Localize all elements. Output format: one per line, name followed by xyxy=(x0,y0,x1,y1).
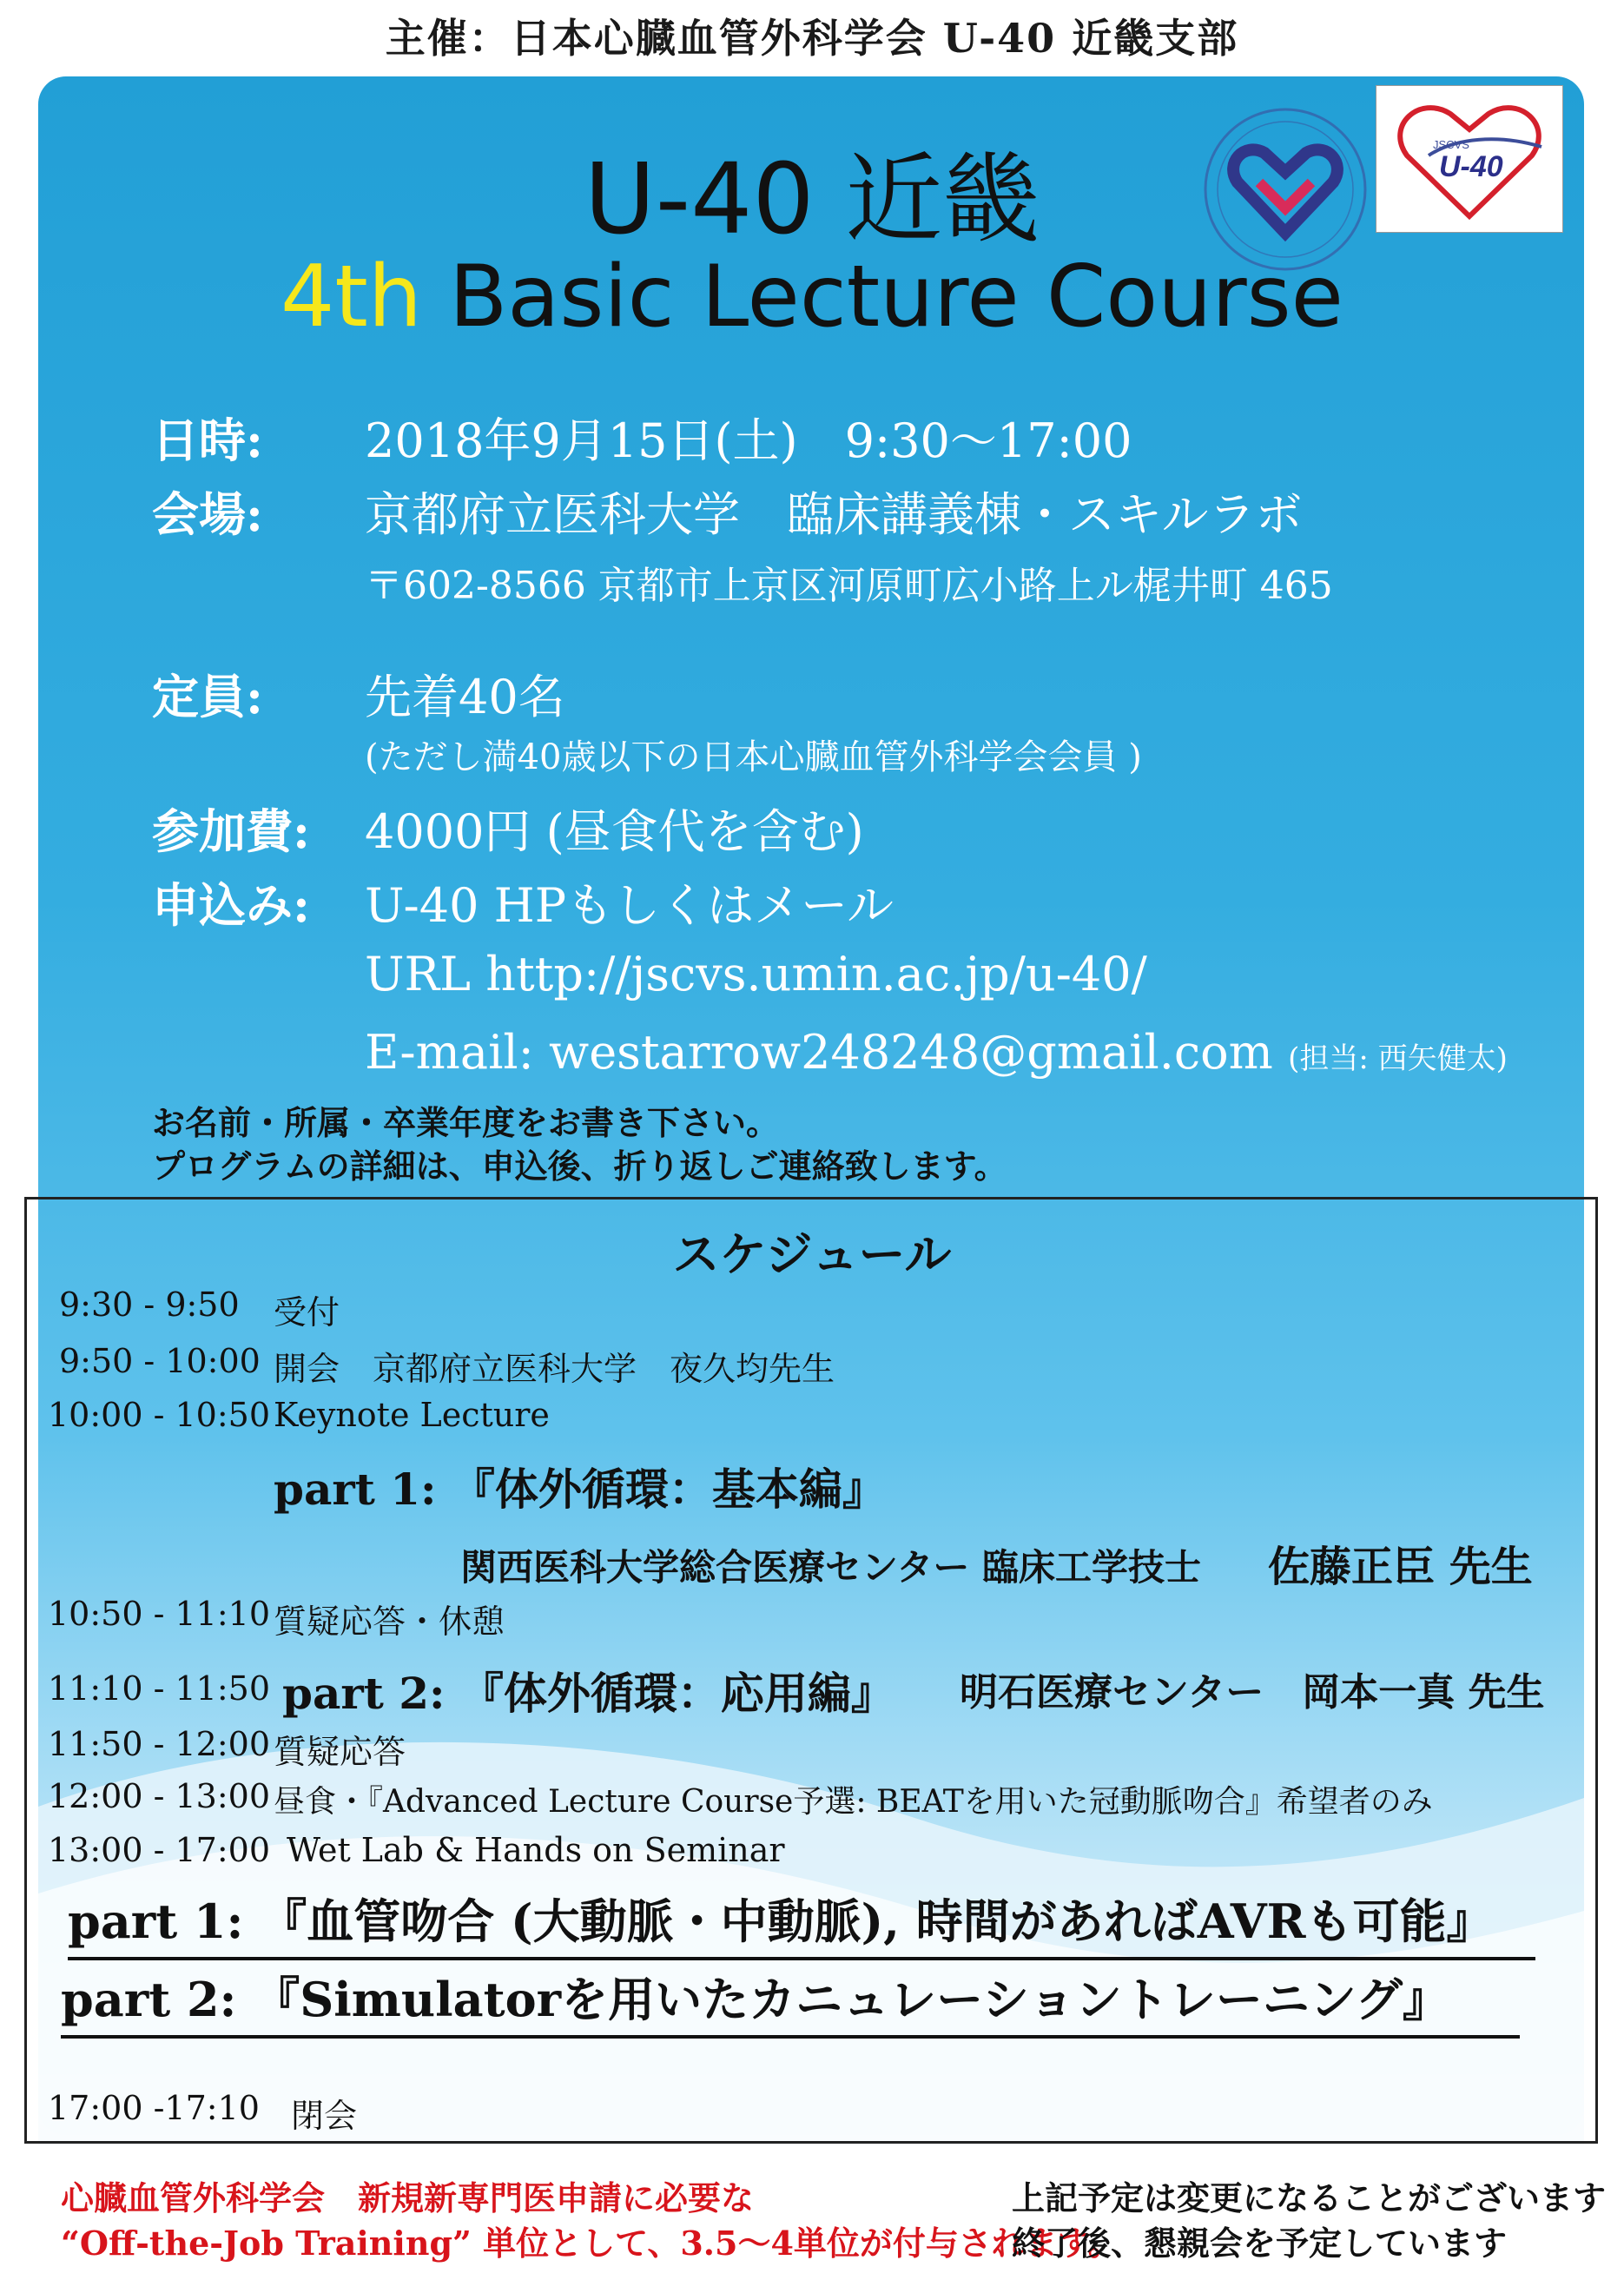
schedule-item-lunch: 昼食・『Advanced Lecture Course予選: BEATを用いた冠動脈吻合』希望者のみ xyxy=(274,1784,1433,1820)
course-name: Basic Lecture Course xyxy=(449,248,1343,347)
footer-notice-1: 上記予定は変更になることがございます xyxy=(1012,2178,1607,2217)
schedule-item: 質疑応答 xyxy=(274,1733,406,1771)
schedule-time: 17:00 -17:10 xyxy=(48,2089,260,2127)
lecturer-affiliation-1: 関西医科大学総合医療センター 臨床工学技士 xyxy=(460,1546,1201,1589)
venue-label: 会場: xyxy=(152,486,263,542)
application-note-1: お名前・所属・卒業年度をお書き下さい。 xyxy=(152,1103,780,1142)
schedule-time: 13:00 - 17:00 xyxy=(48,1831,271,1869)
schedule-item: 開会 京都府立医科大学 夜久均先生 xyxy=(274,1350,835,1388)
organizer-line: 主催：日本心臓血管外科学会 U-40 近畿支部 xyxy=(385,15,1239,62)
date-value: 2018年9月15日(土) 9:30～17:00 xyxy=(365,413,1132,468)
schedule-time: 10:50 - 11:10 xyxy=(48,1595,271,1633)
schedule-time: 10:00 - 10:50 xyxy=(48,1396,271,1434)
u40-logo xyxy=(1376,85,1563,233)
capacity-note: (ただし満40歳以下の日本心臓血管外科学会会員 ) xyxy=(365,737,1142,777)
fee-value: 4000円 (昼食代を含む) xyxy=(365,804,864,859)
wetlab-part-1: part 1: 『血管吻合 (大動脈・中動脈), 時間があればAVRも可能』 xyxy=(68,1885,1535,1960)
lecture-part-2: part 2: 『体外循環：応用編』 xyxy=(282,1668,895,1719)
footer-notice-2: 終了後、懇親会を予定しています xyxy=(1012,2224,1508,2263)
lecturer-name-1: 佐藤正臣 先生 xyxy=(1268,1543,1533,1591)
schedule-item: 受付 xyxy=(274,1293,340,1332)
schedule-time: 11:10 - 11:50 xyxy=(48,1669,271,1708)
schedule-time: 9:50 - 10:00 xyxy=(59,1342,261,1380)
fee-label: 参加費: xyxy=(152,803,310,859)
schedule-time: 12:00 - 13:00 xyxy=(48,1777,271,1815)
wetlab-part-2: part 2: 『Simulatorを用いたカニュレーショントレーニング』 xyxy=(61,1963,1520,2039)
course-title xyxy=(0,248,1624,347)
apply-email-address[interactable]: E-mail: westarrow248248@gmail.com xyxy=(365,1025,1273,1080)
apply-email[interactable] xyxy=(365,1025,1508,1080)
venue-value: 京都府立医科大学 臨床講義棟・スキルラボ xyxy=(365,487,1303,542)
course-ordinal: 4th xyxy=(281,248,422,347)
application-note-2: プログラムの詳細は、申込後、折り返しご連絡致します。 xyxy=(152,1147,1007,1186)
lecture-part-1: part 1: 『体外循環：基本編』 xyxy=(274,1464,886,1515)
schedule-item: Wet Lab & Hands on Seminar xyxy=(287,1831,785,1869)
date-label: 日時: xyxy=(152,413,263,468)
footer-credit-line-1: 心臓血管外科学会 新規新専門医申請に必要な xyxy=(61,2178,755,2217)
capacity-label: 定員: xyxy=(152,669,263,724)
lecturer-2: 明石医療センター 岡本一真 先生 xyxy=(960,1670,1545,1715)
schedule-time: 11:50 - 12:00 xyxy=(48,1725,271,1763)
u40-heart-icon xyxy=(1376,86,1562,232)
apply-url[interactable]: URL http://jscvs.umin.ac.jp/u-40/ xyxy=(365,947,1147,1001)
capacity-value: 先着40名 xyxy=(365,670,565,724)
society-heart-logo xyxy=(1198,102,1372,276)
course-title-region: U-40 近畿 xyxy=(584,143,1040,256)
apply-label: 申込み: xyxy=(152,877,310,933)
u40-logo-text: U-40 xyxy=(1439,150,1503,183)
schedule-title: スケジュール xyxy=(672,1226,952,1282)
schedule-item: Keynote Lecture xyxy=(274,1396,550,1434)
u40-logo-small-text: JSCVS xyxy=(1433,138,1469,151)
schedule-item: 閉会 xyxy=(291,2097,358,2135)
email-contact-person: (担当: 西矢健太) xyxy=(1288,1041,1508,1076)
venue-address: 〒602-8566 京都市上京区河原町広小路上ル梶井町 465 xyxy=(365,564,1333,608)
schedule-item: 質疑応答・休憩 xyxy=(274,1603,505,1641)
schedule-time: 9:30 - 9:50 xyxy=(59,1285,240,1324)
apply-value: U-40 HPもしくはメール xyxy=(365,878,895,933)
footer-credit-line-2: “Off-the-Job Training” 単位として、3.5～4単位が付与されます。 xyxy=(61,2224,1121,2263)
